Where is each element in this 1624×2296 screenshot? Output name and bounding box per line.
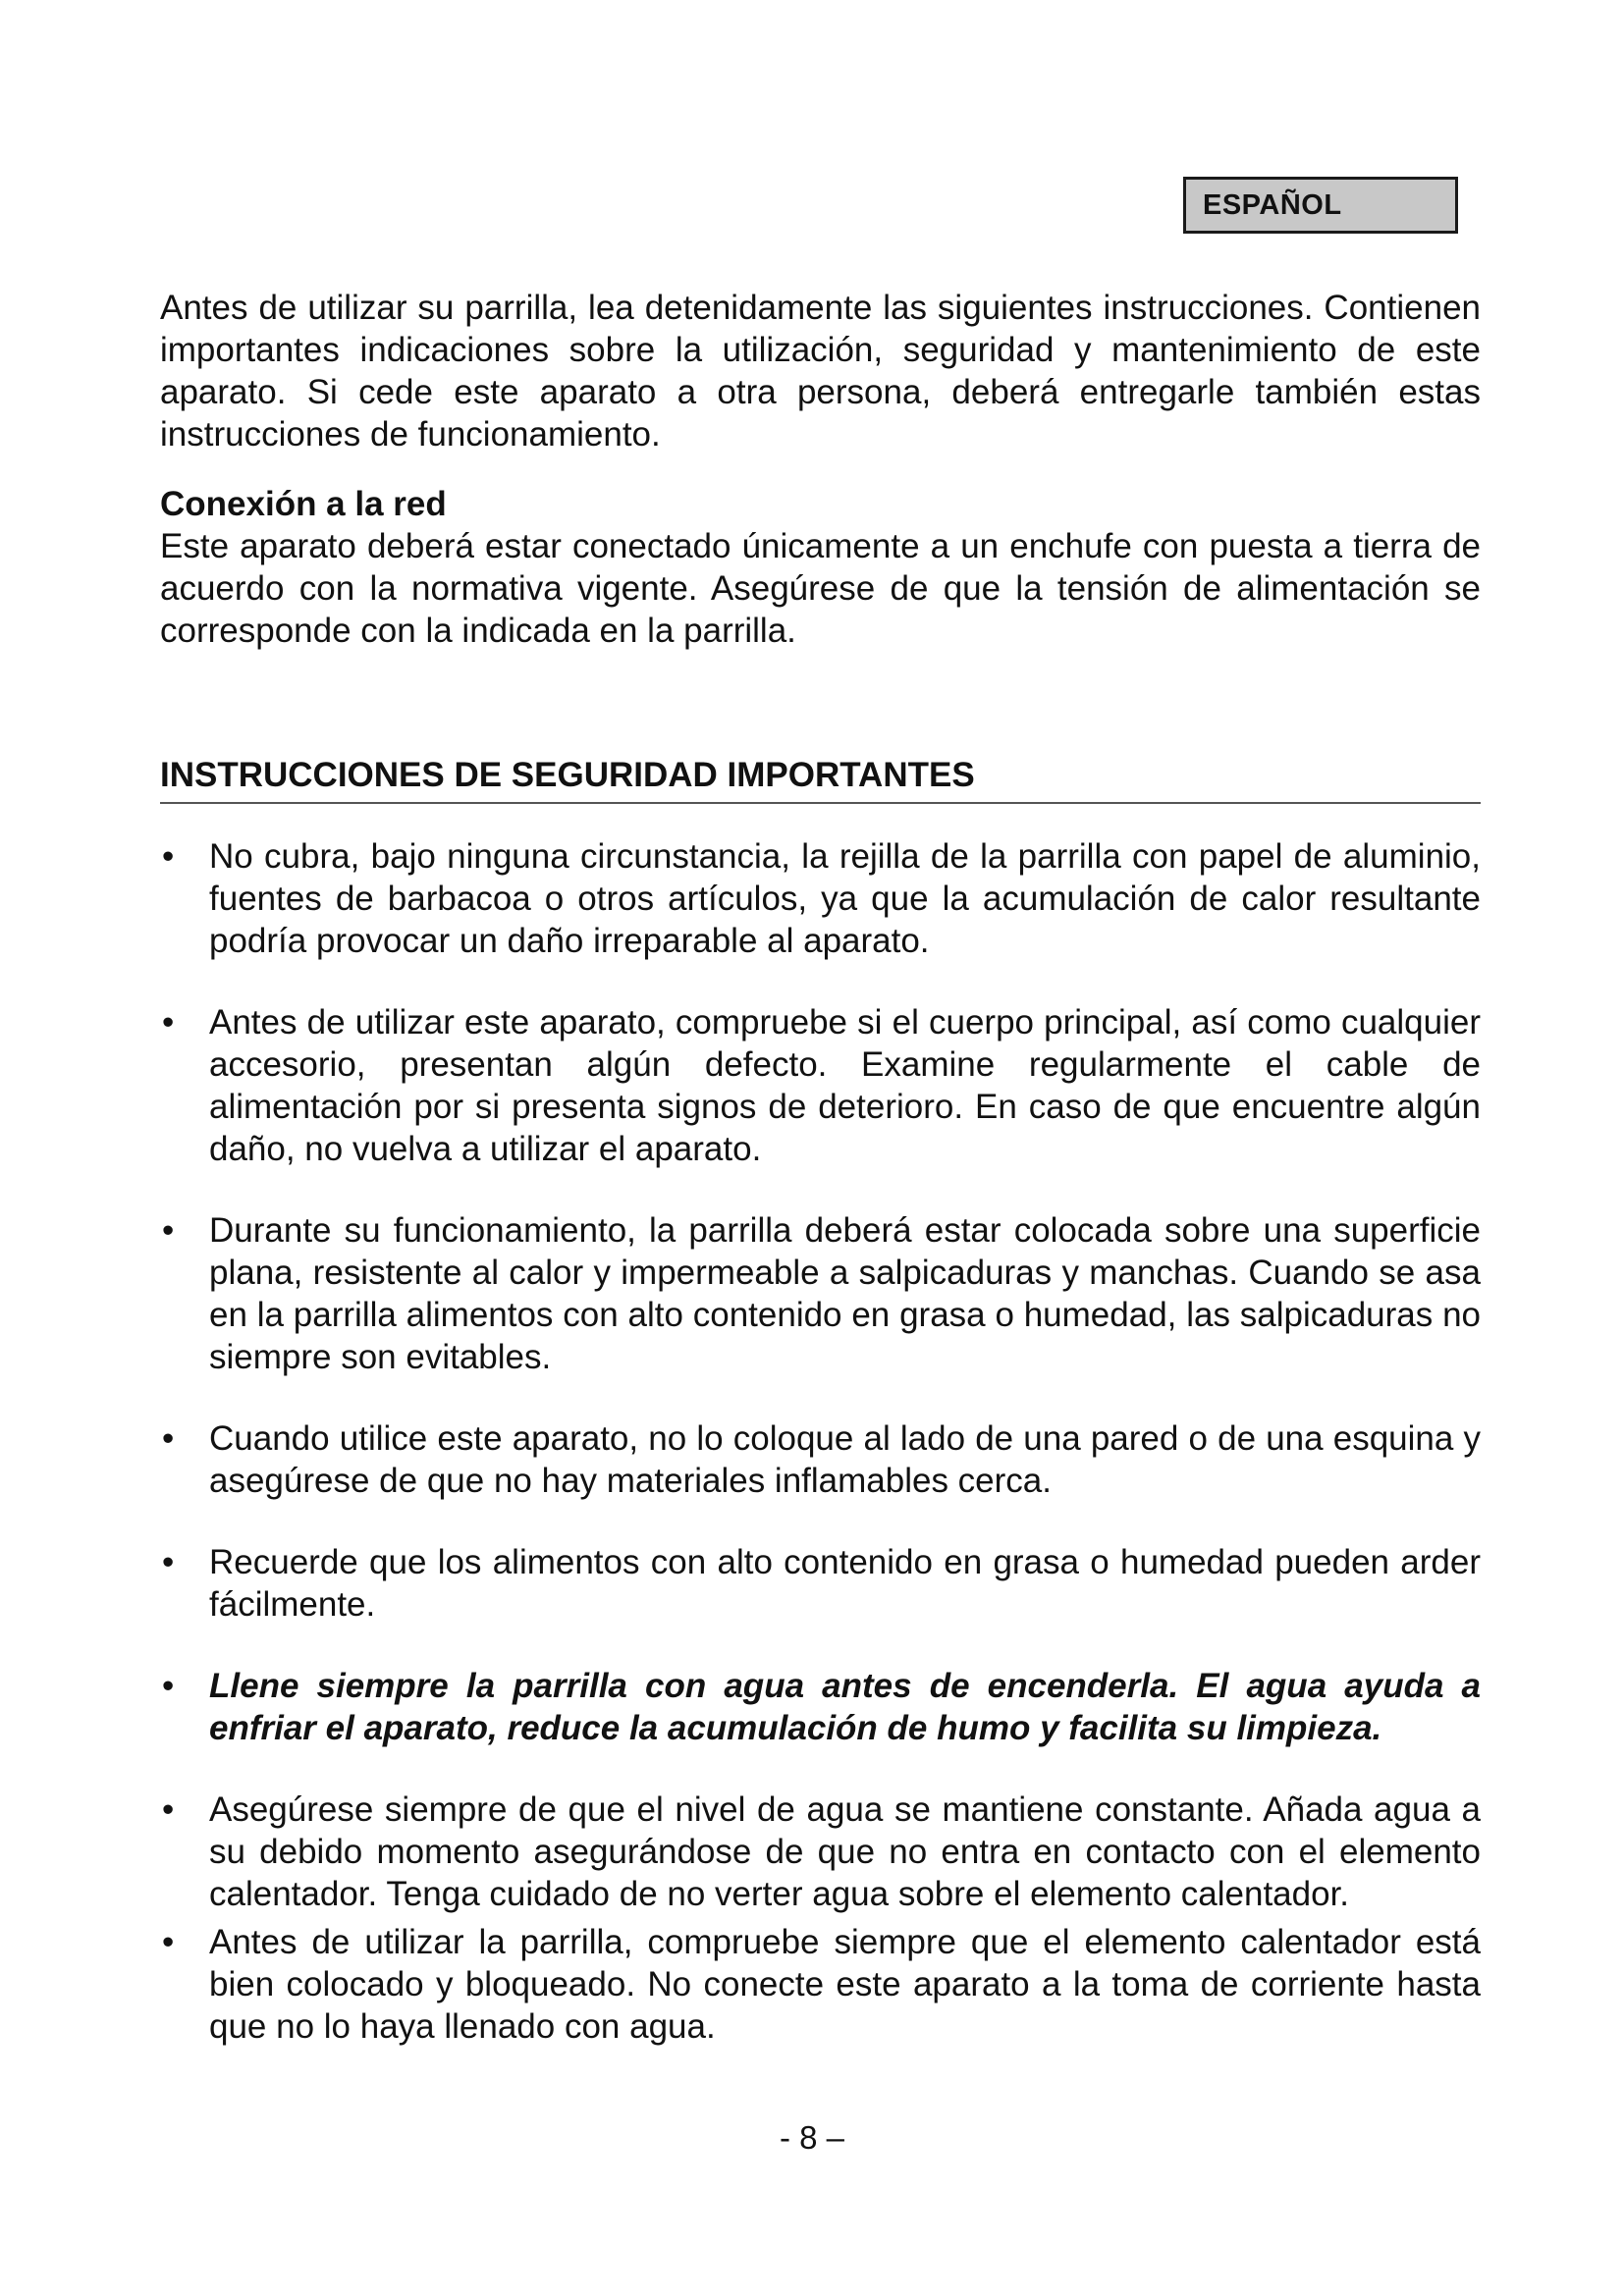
safety-item <box>160 1209 1481 1378</box>
safety-item-text: No cubra, bajo ninguna circunstancia, la rejilla de la parrilla con papel de aluminio, fuentes de barbacoa o otros artículos, ya que la acumulación de calor resultante podría provocar un daño irreparable al aparato. <box>209 837 1481 960</box>
bullet-icon: • <box>162 1419 175 1458</box>
safety-instructions-list <box>160 835 1481 2048</box>
safety-item-text: Cuando utilice este aparato, no lo coloque al lado de una pared o de una esquina y asegúrese de que no hay materiales inflamables cerca. <box>209 1419 1481 1500</box>
safety-item-text: Recuerde que los alimentos con alto contenido en grasa o humedad pueden arder fácilmente. <box>209 1543 1481 1624</box>
bullet-icon: • <box>162 1211 175 1250</box>
bullet-icon: • <box>162 1667 175 1705</box>
safety-item-emphasized <box>160 1665 1481 1749</box>
bullet-icon: • <box>162 1543 175 1581</box>
safety-item-text: Durante su funcionamiento, la parrilla deberá estar colocada sobre una superficie plana, resistente al calor y impermeable a salpicaduras y manchas. Cuando se asa en la parrilla alimentos con alto contenido en grasa o humedad, las salpicaduras no siempre son evitables. <box>209 1211 1481 1376</box>
bullet-icon: • <box>162 1790 175 1829</box>
page-content <box>160 287 1481 2087</box>
safety-item <box>160 1541 1481 1626</box>
bullet-icon: • <box>162 1003 175 1041</box>
bullet-icon: • <box>162 837 175 876</box>
safety-section-title: INSTRUCCIONES DE SEGURIDAD IMPORTANTES <box>160 754 1481 804</box>
page-number: - 8 – <box>779 2119 845 2156</box>
safety-item <box>160 835 1481 962</box>
safety-item <box>160 1789 1481 1915</box>
connection-paragraph: Este aparato deberá estar conectado únicamente a un enchufe con puesta a tierra de acuerdo con la normativa vigente. Asegúrese de que la tensión de alimentación se corresponde con la indicada en la parrilla. <box>160 527 1481 650</box>
language-badge: ESPAÑOL <box>1183 177 1458 234</box>
intro-paragraph: Antes de utilizar su parrilla, lea detenidamente las siguientes instrucciones. Contienen importantes indicaciones sobre la utilización, seguridad y mantenimiento de este aparato. Si cede este aparato a otra persona, deberá entregarle también estas instrucciones de funcionamiento. <box>160 289 1481 454</box>
safety-item-text: Antes de utilizar la parrilla, compruebe siempre que el elemento calentador está bien colocado y bloqueado. No conecte este aparato a la toma de corriente hasta que no lo haya llenado con agua. <box>209 1923 1481 2046</box>
safety-item <box>160 1921 1481 2048</box>
safety-item <box>160 1417 1481 1502</box>
safety-item-text: Asegúrese siempre de que el nivel de agua se mantiene constante. Añada agua a su debido momento asegurándose de que no entra en contacto con el elemento calentador. Tenga cuidado de no verter agua sobre el elemento calentador. <box>209 1790 1481 1913</box>
bullet-icon: • <box>162 1923 175 1961</box>
connection-heading: Conexión a la red <box>160 485 447 523</box>
safety-item <box>160 1001 1481 1170</box>
safety-item-text: Antes de utilizar este aparato, compruebe si el cuerpo principal, así como cualquier accesorio, presentan algún defecto. Examine regularmente el cable de alimentación por si presenta signos de deterioro. En caso de que encuentre algún daño, no vuelva a utilizar el aparato. <box>209 1003 1481 1168</box>
safety-item-text: Llene siempre la parrilla con agua antes de encenderla. El agua ayuda a enfriar el aparato, reduce la acumulación de humo y facilita su limpieza. <box>209 1667 1481 1747</box>
